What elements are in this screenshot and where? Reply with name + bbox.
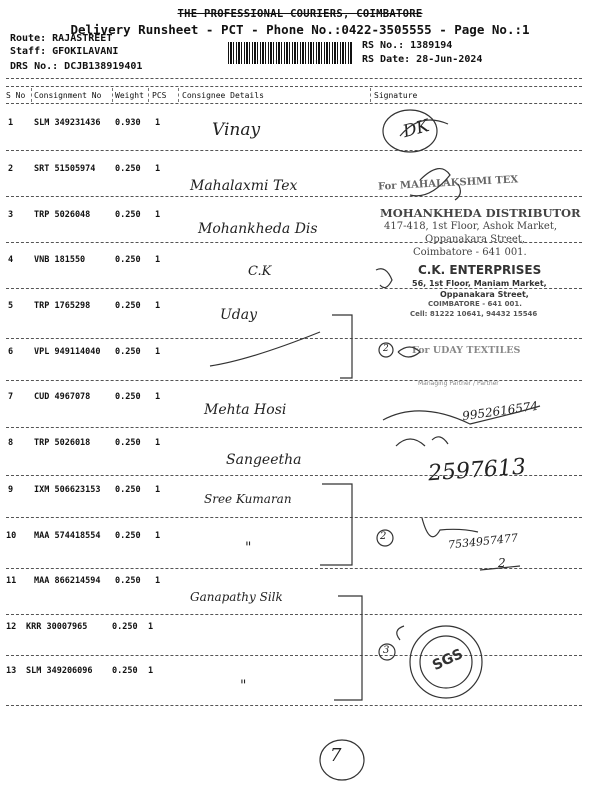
row-consignment: TRP 1765298 [34, 301, 91, 311]
stamp-sgs: SGS [430, 646, 466, 674]
stamp-mohankheda-name: MOHANKHEDA DISTRIBUTOR [380, 206, 581, 220]
col-consignee: Consignee Details [182, 91, 264, 100]
sgs-seal-outer [410, 626, 482, 698]
row-consignment: VPL 949114040 [34, 347, 101, 357]
row-consignee: " [240, 678, 247, 694]
signature-stroke [422, 518, 478, 537]
page-circle-number: 7 [330, 745, 342, 766]
row-pcs: 1 [155, 301, 161, 311]
stamp-ck-name: C.K. ENTERPRISES [418, 263, 542, 277]
signature-stroke [383, 406, 540, 424]
row-pcs: 1 [155, 118, 161, 128]
circled-number: 3 [383, 645, 390, 656]
row-pcs: 1 [155, 255, 161, 265]
row-weight: 0.250 [115, 164, 141, 174]
stamp-mohankheda-addr3: Coimbatore - 641 001. [413, 247, 527, 258]
signature-stroke [398, 347, 420, 357]
page-circle [320, 740, 364, 780]
company-name: THE PROFESSIONAL COURIERS, COIMBATORE [177, 8, 423, 20]
row-weight: 0.250 [112, 666, 138, 676]
row-pcs: 1 [155, 164, 161, 174]
route-label: Route: RAJASTREET [10, 33, 113, 44]
stamp-mahalaxmi: For MAHALAKSHMI TEX [377, 174, 519, 193]
row-sno: 10 [6, 531, 17, 541]
signature-stroke [400, 120, 448, 136]
circle-mark [379, 343, 393, 357]
row-consignee: Sangeetha [226, 452, 302, 468]
sgs-seal-inner [420, 636, 472, 688]
row-sno: 7 [8, 392, 14, 402]
signature-stroke [410, 169, 450, 196]
rs-date: RS Date: 28-Jun-2024 [362, 54, 483, 65]
row-consignment: CUD 4967078 [34, 392, 91, 402]
rs-number: RS No.: 1389194 [362, 40, 453, 51]
stamp-ck-cell: Cell: 81222 10641, 94432 15546 [410, 310, 538, 318]
handwritten-number: 2 [498, 556, 506, 570]
staff-label: Staff: GFOKILAVANI [10, 46, 119, 57]
row-consignee: Mahalaxmi Tex [190, 178, 298, 194]
row-sno: 1 [8, 118, 14, 128]
row-consignment: MAA 866214594 [34, 576, 101, 586]
signature-stroke [397, 626, 404, 640]
row-pcs: 1 [155, 392, 161, 402]
row-consignee: Mohankheda Dis [198, 221, 318, 237]
row-weight: 0.250 [115, 531, 141, 541]
row-sno: 4 [8, 255, 14, 265]
signature-stroke [480, 566, 520, 570]
row-consignment: KRR 30007965 [26, 622, 88, 632]
col-pcs: PCS [152, 91, 167, 100]
row-sno: 2 [8, 164, 14, 174]
circle-mark [379, 644, 395, 660]
signature-stroke [455, 184, 460, 200]
row-sno: 13 [6, 666, 17, 676]
signature-stroke [210, 332, 320, 366]
drs-number: DRS No.: DCJB138919401 [10, 61, 143, 72]
row-sno: 8 [8, 438, 14, 448]
row-weight: 0.250 [115, 485, 141, 495]
stamp-mohankheda-addr1: 417-418, 1st Floor, Ashok Market, [384, 221, 558, 232]
handwritten-number: 2597613 [427, 454, 527, 487]
stamp-ck-addr3: COIMBATORE - 641 001. [428, 300, 522, 308]
col-weight: Weight [115, 91, 144, 100]
bracket [332, 315, 352, 378]
col-signature: Signature [374, 91, 418, 100]
handwritten-phone: 7534957477 [447, 531, 519, 552]
signature-stroke [376, 269, 392, 288]
handwritten-phone: 9952616574 [461, 398, 539, 424]
col-consignment: Consignment No [34, 91, 102, 100]
row-pcs: 1 [155, 210, 161, 220]
row-consignee: Vinay [212, 120, 261, 140]
stamp-ck-addr1: 56, 1st Floor, Maniam Market, [412, 279, 547, 288]
signature-loop [383, 110, 437, 152]
row-weight: 0.250 [112, 622, 138, 632]
row-weight: 0.250 [115, 438, 141, 448]
row-weight: 0.250 [115, 301, 141, 311]
col-sno: S No [6, 91, 26, 100]
row-consignee: " [245, 540, 252, 556]
row-consignee: Mehta Hosi [204, 402, 287, 418]
stamp-uday-sub: Managing Partner / Partner [418, 380, 499, 387]
stamp-uday: For UDAY TEXTILES [412, 345, 521, 356]
row-consignment: TRP 5026018 [34, 438, 91, 448]
row-consignment: TRP 5026048 [34, 210, 91, 220]
row-consignment: MAA 574418554 [34, 531, 101, 541]
circled-number: 2 [383, 344, 389, 354]
row-consignment: VNB 181550 [34, 255, 86, 265]
row-pcs: 1 [155, 576, 161, 586]
row-sno: 3 [8, 210, 14, 220]
row-consignment: IXM 506623153 [34, 485, 101, 495]
signature-initials: DK [400, 115, 432, 143]
bracket [320, 484, 352, 565]
row-consignment: SLM 349231436 [34, 118, 101, 128]
row-weight: 0.930 [115, 118, 141, 128]
row-consignment: SLM 349206096 [26, 666, 93, 676]
row-pcs: 1 [148, 622, 154, 632]
row-weight: 0.250 [115, 255, 141, 265]
runsheet-title: Delivery Runsheet - PCT - Phone No.:0422-3505555 - Page No.:1 [70, 22, 530, 37]
row-pcs: 1 [155, 485, 161, 495]
row-consignee: Uday [220, 307, 258, 323]
row-weight: 0.250 [115, 347, 141, 357]
row-consignee: Ganapathy Silk [190, 590, 283, 604]
circled-number: 2 [380, 531, 387, 542]
row-sno: 12 [6, 622, 17, 632]
row-weight: 0.250 [115, 210, 141, 220]
row-pcs: 1 [148, 666, 154, 676]
row-sno: 6 [8, 347, 14, 357]
row-sno: 5 [8, 301, 14, 311]
row-sno: 9 [8, 485, 14, 495]
row-pcs: 1 [155, 531, 161, 541]
row-sno: 11 [6, 576, 17, 586]
row-pcs: 1 [155, 347, 161, 357]
row-consignment: SRT 51505974 [34, 164, 96, 174]
row-weight: 0.250 [115, 576, 141, 586]
row-consignee: Sree Kumaran [204, 492, 292, 506]
row-weight: 0.250 [115, 392, 141, 402]
stamp-ck-addr2: Oppanakara Street, [440, 290, 529, 299]
circle-mark [377, 530, 393, 546]
bracket [334, 596, 362, 700]
row-pcs: 1 [155, 438, 161, 448]
row-consignee: C.K [248, 264, 272, 279]
stamp-mohankheda-addr2: Oppanakara Street, [425, 234, 525, 245]
signature-stroke [396, 437, 448, 446]
